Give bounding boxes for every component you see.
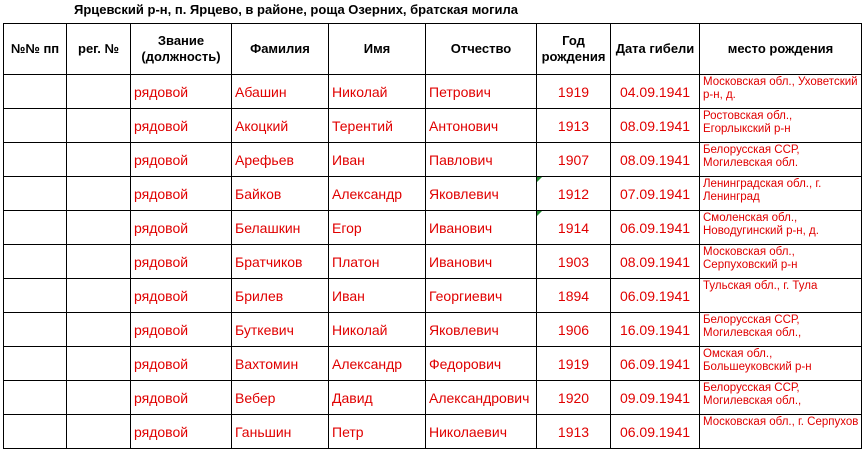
cell-patronymic[interactable]: Петрович: [426, 75, 537, 109]
cell-patronymic[interactable]: Яковлевич: [426, 313, 537, 347]
header-num[interactable]: №№ пп: [4, 24, 67, 75]
cell-death-date[interactable]: 07.09.1941: [611, 177, 700, 211]
cell-birth-year[interactable]: 1906: [537, 313, 611, 347]
cell-name[interactable]: Терентий: [329, 109, 426, 143]
cell-birth-year[interactable]: 1919: [537, 75, 611, 109]
cell-name[interactable]: Николай: [329, 75, 426, 109]
header-rank[interactable]: Звание (должность): [131, 24, 232, 75]
cell-surname[interactable]: Акоцкий: [232, 109, 329, 143]
cell-death-date[interactable]: 08.09.1941: [611, 245, 700, 279]
cell-reg[interactable]: [67, 211, 131, 245]
cell-surname[interactable]: Брилев: [232, 279, 329, 313]
cell-surname[interactable]: Арефьев: [232, 143, 329, 177]
header-birthplace[interactable]: место рождения: [700, 24, 862, 75]
cell-rank[interactable]: рядовой: [131, 109, 232, 143]
cell-num[interactable]: [4, 143, 67, 177]
cell-birth-year[interactable]: 1912: [537, 177, 611, 211]
cell-patronymic[interactable]: Федорович: [426, 347, 537, 381]
table-row: [4, 109, 862, 143]
cell-reg[interactable]: [67, 109, 131, 143]
cell-name[interactable]: Платон: [329, 245, 426, 279]
cell-surname[interactable]: Братчиков: [232, 245, 329, 279]
header-name[interactable]: Имя: [329, 24, 426, 75]
cell-death-date[interactable]: 08.09.1941: [611, 143, 700, 177]
cell-surname[interactable]: Абашин: [232, 75, 329, 109]
cell-name[interactable]: Николай: [329, 313, 426, 347]
cell-rank[interactable]: рядовой: [131, 177, 232, 211]
header-birth-year[interactable]: Год рождения: [537, 24, 611, 75]
cell-reg[interactable]: [67, 415, 131, 449]
cell-birthplace[interactable]: [700, 347, 862, 381]
table-row: [4, 245, 862, 279]
cell-birth-year[interactable]: 1914: [537, 211, 611, 245]
cell-death-date[interactable]: 06.09.1941: [611, 211, 700, 245]
comment-indicator-icon[interactable]: [537, 177, 542, 182]
header-row: [4, 24, 862, 75]
cell-death-date[interactable]: 06.09.1941: [611, 279, 700, 313]
birthplace-text: Тульская обл., г. Тула: [703, 280, 818, 292]
cell-birth-year[interactable]: 1919: [537, 347, 611, 381]
cell-birthplace[interactable]: [700, 109, 862, 143]
cell-reg[interactable]: [67, 143, 131, 177]
table-row: [4, 279, 862, 313]
cell-rank[interactable]: рядовой: [131, 279, 232, 313]
cell-reg[interactable]: [67, 75, 131, 109]
cell-surname[interactable]: Буткевич: [232, 313, 329, 347]
cell-name[interactable]: Александр: [329, 347, 426, 381]
cell-rank[interactable]: рядовой: [131, 211, 232, 245]
cell-birthplace[interactable]: [700, 177, 862, 211]
header-patronymic[interactable]: Отчество: [426, 24, 537, 75]
cell-rank[interactable]: рядовой: [131, 245, 232, 279]
cell-birth-year[interactable]: 1903: [537, 245, 611, 279]
cell-rank[interactable]: рядовой: [131, 313, 232, 347]
cell-birthplace[interactable]: [700, 143, 862, 177]
cell-patronymic[interactable]: Георгиевич: [426, 279, 537, 313]
header-reg[interactable]: рег. №: [67, 24, 131, 75]
burial-list-table: [3, 23, 862, 449]
cell-surname[interactable]: Вахтомин: [232, 347, 329, 381]
cell-num[interactable]: [4, 75, 67, 109]
cell-birth-year[interactable]: 1894: [537, 279, 611, 313]
birthplace-text: Смоленская обл., Новодугинский р-н, д.: [703, 212, 819, 237]
cell-death-date[interactable]: 16.09.1941: [611, 313, 700, 347]
cell-birthplace[interactable]: [700, 75, 862, 109]
cell-birth-year[interactable]: 1913: [537, 109, 611, 143]
cell-death-date[interactable]: 06.09.1941: [611, 347, 700, 381]
cell-patronymic[interactable]: Александрович: [426, 381, 537, 415]
cell-name[interactable]: Петр: [329, 415, 426, 449]
birthplace-text: Ростовская обл., Егорлыкский р-н: [703, 110, 793, 135]
birthplace-text: Омская обл., Большеуковский р-н: [703, 348, 812, 373]
cell-reg[interactable]: [67, 279, 131, 313]
sheet-title: Ярцевский р-н, п. Ярцево, в районе, роща Озерних, братская могила: [74, 2, 518, 17]
header-death-date[interactable]: Дата гибели: [611, 24, 700, 75]
cell-reg[interactable]: [67, 381, 131, 415]
birthplace-text: Белорусская ССР, Могилевская обл.,: [703, 314, 802, 339]
birthplace-text: Московская обл., г. Серпухов: [703, 416, 859, 428]
cell-patronymic[interactable]: Антонович: [426, 109, 537, 143]
cell-num[interactable]: [4, 109, 67, 143]
cell-rank[interactable]: рядовой: [131, 347, 232, 381]
cell-num[interactable]: [4, 279, 67, 313]
cell-reg[interactable]: [67, 177, 131, 211]
cell-patronymic[interactable]: Павлович: [426, 143, 537, 177]
table-row: [4, 75, 862, 109]
cell-name[interactable]: Александр: [329, 177, 426, 211]
cell-surname[interactable]: Ганьшин: [232, 415, 329, 449]
cell-rank[interactable]: рядовой: [131, 143, 232, 177]
cell-patronymic[interactable]: Иванович: [426, 245, 537, 279]
cell-birth-year[interactable]: 1907: [537, 143, 611, 177]
cell-death-date[interactable]: 08.09.1941: [611, 109, 700, 143]
cell-reg[interactable]: [67, 245, 131, 279]
cell-birthplace[interactable]: [700, 211, 862, 245]
birthplace-text: Московская обл., Серпуховский р-н: [703, 246, 798, 271]
cell-birthplace[interactable]: [700, 279, 862, 313]
table-row: [4, 381, 862, 415]
cell-num[interactable]: [4, 415, 67, 449]
birthplace-text: Белорусская ССР, Могилевская обл.: [703, 144, 800, 169]
birthplace-text: Ленинградская обл., г. Ленинград: [703, 178, 822, 203]
cell-surname[interactable]: Байков: [232, 177, 329, 211]
table-row: [4, 313, 862, 347]
cell-reg[interactable]: [67, 313, 131, 347]
cell-birthplace[interactable]: [700, 381, 862, 415]
table-row: [4, 177, 862, 211]
cell-num[interactable]: [4, 347, 67, 381]
cell-patronymic[interactable]: Николаевич: [426, 415, 537, 449]
cell-name[interactable]: Иван: [329, 279, 426, 313]
cell-rank[interactable]: рядовой: [131, 75, 232, 109]
cell-death-date[interactable]: 09.09.1941: [611, 381, 700, 415]
cell-death-date[interactable]: 06.09.1941: [611, 415, 700, 449]
birthplace-text: Белорусская ССР, Могилевская обл.,: [703, 382, 802, 407]
cell-rank[interactable]: рядовой: [131, 381, 232, 415]
cell-num[interactable]: [4, 313, 67, 347]
table-row: [4, 415, 862, 449]
cell-patronymic[interactable]: Иванович: [426, 211, 537, 245]
table-row: [4, 143, 862, 177]
cell-reg[interactable]: [67, 347, 131, 381]
cell-num[interactable]: [4, 245, 67, 279]
cell-num[interactable]: [4, 381, 67, 415]
cell-birthplace[interactable]: [700, 415, 862, 449]
cell-birthplace[interactable]: [700, 313, 862, 347]
table-row: [4, 211, 862, 245]
cell-name[interactable]: Егор: [329, 211, 426, 245]
cell-rank[interactable]: рядовой: [131, 415, 232, 449]
cell-birth-year[interactable]: 1920: [537, 381, 611, 415]
cell-num[interactable]: [4, 177, 67, 211]
cell-name[interactable]: Давид: [329, 381, 426, 415]
cell-surname[interactable]: Вебер: [232, 381, 329, 415]
cell-name[interactable]: Иван: [329, 143, 426, 177]
cell-patronymic[interactable]: Яковлевич: [426, 177, 537, 211]
header-surname[interactable]: Фамилия: [232, 24, 329, 75]
birthplace-text: Московская обл., Уховетский р-н, д.: [703, 76, 858, 101]
table-row: [4, 347, 862, 381]
cell-birth-year[interactable]: 1913: [537, 415, 611, 449]
cell-surname[interactable]: Белашкин: [232, 211, 329, 245]
comment-indicator-icon[interactable]: [537, 211, 542, 216]
cell-birthplace[interactable]: [700, 245, 862, 279]
cell-death-date[interactable]: 04.09.1941: [611, 75, 700, 109]
cell-num[interactable]: [4, 211, 67, 245]
